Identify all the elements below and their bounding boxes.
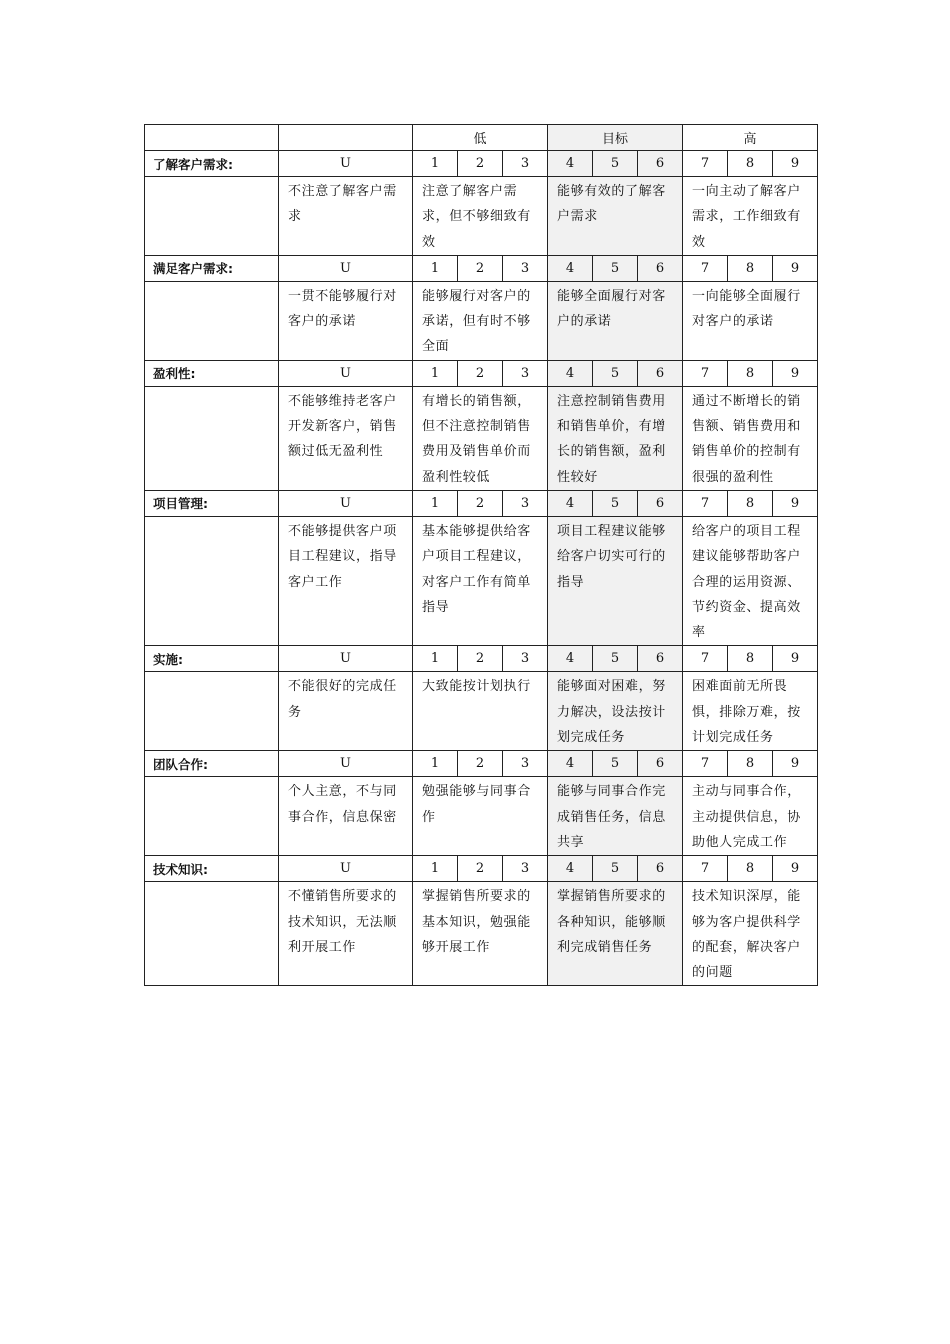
desc-high: 技术知识深厚，能够为客户提供科学的配套，解决客户的问题: [683, 882, 818, 986]
score-u: U: [279, 255, 413, 281]
criterion-blank-cell: [145, 777, 279, 856]
criterion-label: 团队合作:: [145, 751, 279, 777]
score-3: 3: [503, 360, 548, 386]
desc-low: 注意了解客户需求，但不够细致有效: [413, 177, 548, 256]
desc-u: 不能很好的完成任务: [279, 672, 413, 751]
score-5: 5: [593, 856, 638, 882]
criterion-blank-cell: [145, 177, 279, 256]
score-3: 3: [503, 751, 548, 777]
score-7: 7: [683, 490, 728, 516]
desc-high: 困难面前无所畏惧，排除万难，按计划完成任务: [683, 672, 818, 751]
score-6: 6: [638, 490, 683, 516]
score-8: 8: [728, 751, 773, 777]
score-9: 9: [773, 360, 818, 386]
score-8: 8: [728, 646, 773, 672]
score-7: 7: [683, 751, 728, 777]
header-blank-cell: [279, 125, 413, 151]
header-row: [145, 125, 818, 151]
score-8: 8: [728, 151, 773, 177]
evaluation-table: [144, 124, 818, 986]
score-9: 9: [773, 646, 818, 672]
score-5: 5: [593, 151, 638, 177]
description-row: [145, 281, 818, 360]
score-5: 5: [593, 360, 638, 386]
description-row: [145, 516, 818, 645]
desc-low: 勉强能够与同事合作: [413, 777, 548, 856]
score-2: 2: [458, 856, 503, 882]
score-1: 1: [413, 255, 458, 281]
desc-target: 项目工程建议能够给客户切实可行的指导: [548, 516, 683, 645]
desc-low: 掌握销售所要求的基本知识，勉强能够开展工作: [413, 882, 548, 986]
score-1: 1: [413, 856, 458, 882]
score-3: 3: [503, 856, 548, 882]
desc-low: 基本能够提供给客户项目工程建议，对客户工作有简单指导: [413, 516, 548, 645]
description-row: [145, 777, 818, 856]
score-2: 2: [458, 151, 503, 177]
criterion-blank-cell: [145, 882, 279, 986]
score-5: 5: [593, 646, 638, 672]
score-row: [145, 856, 818, 882]
desc-target: 掌握销售所要求的各种知识，能够顺利完成销售任务: [548, 882, 683, 986]
desc-high: 给客户的项目工程建议能够帮助客户合理的运用资源、节约资金、提高效率: [683, 516, 818, 645]
desc-low: 能够履行对客户的承诺，但有时不够全面: [413, 281, 548, 360]
score-u: U: [279, 646, 413, 672]
score-6: 6: [638, 856, 683, 882]
score-2: 2: [458, 255, 503, 281]
score-u: U: [279, 490, 413, 516]
desc-high: 一向主动了解客户需求，工作细致有效: [683, 177, 818, 256]
score-row: [145, 360, 818, 386]
score-3: 3: [503, 490, 548, 516]
score-4: 4: [548, 856, 593, 882]
score-u: U: [279, 856, 413, 882]
criterion-blank-cell: [145, 516, 279, 645]
score-3: 3: [503, 151, 548, 177]
score-u: U: [279, 360, 413, 386]
score-7: 7: [683, 151, 728, 177]
desc-u: 一贯不能够履行对客户的承诺: [279, 281, 413, 360]
score-5: 5: [593, 490, 638, 516]
header-high: 高: [683, 125, 818, 151]
desc-target: 能够面对困难，努力解决，设法按计划完成任务: [548, 672, 683, 751]
header-low: 低: [413, 125, 548, 151]
criterion-blank-cell: [145, 386, 279, 490]
score-6: 6: [638, 751, 683, 777]
score-6: 6: [638, 646, 683, 672]
score-7: 7: [683, 856, 728, 882]
criterion-label: 实施:: [145, 646, 279, 672]
score-7: 7: [683, 646, 728, 672]
score-row: [145, 646, 818, 672]
score-6: 6: [638, 255, 683, 281]
score-2: 2: [458, 360, 503, 386]
description-row: [145, 672, 818, 751]
score-row: [145, 490, 818, 516]
desc-target: 能够有效的了解客户需求: [548, 177, 683, 256]
description-row: [145, 386, 818, 490]
desc-u: 不注意了解客户需求: [279, 177, 413, 256]
desc-u: 不能够维持老客户开发新客户，销售额过低无盈利性: [279, 386, 413, 490]
score-4: 4: [548, 646, 593, 672]
score-1: 1: [413, 151, 458, 177]
desc-target: 注意控制销售费用和销售单价，有增长的销售额，盈利性较好: [548, 386, 683, 490]
criterion-label: 项目管理:: [145, 490, 279, 516]
desc-high: 一向能够全面履行对客户的承诺: [683, 281, 818, 360]
score-6: 6: [638, 151, 683, 177]
score-row: [145, 255, 818, 281]
desc-low: 有增长的销售额，但不注意控制销售费用及销售单价而盈利性较低: [413, 386, 548, 490]
criterion-label: 满足客户需求:: [145, 255, 279, 281]
score-1: 1: [413, 360, 458, 386]
score-9: 9: [773, 255, 818, 281]
header-target: 目标: [548, 125, 683, 151]
score-2: 2: [458, 751, 503, 777]
score-8: 8: [728, 490, 773, 516]
description-row: [145, 177, 818, 256]
score-4: 4: [548, 360, 593, 386]
desc-u: 个人主意，不与同事合作，信息保密: [279, 777, 413, 856]
score-9: 9: [773, 151, 818, 177]
desc-low: 大致能按计划执行: [413, 672, 548, 751]
criterion-blank-cell: [145, 281, 279, 360]
score-3: 3: [503, 255, 548, 281]
score-u: U: [279, 151, 413, 177]
score-1: 1: [413, 490, 458, 516]
header-blank-cell: [145, 125, 279, 151]
score-4: 4: [548, 151, 593, 177]
desc-high: 通过不断增长的销售额、销售费用和销售单价的控制有很强的盈利性: [683, 386, 818, 490]
criterion-blank-cell: [145, 672, 279, 751]
desc-target: 能够与同事合作完成销售任务，信息共享: [548, 777, 683, 856]
score-2: 2: [458, 646, 503, 672]
score-8: 8: [728, 360, 773, 386]
score-6: 6: [638, 360, 683, 386]
score-row: [145, 151, 818, 177]
score-1: 1: [413, 646, 458, 672]
desc-u: 不懂销售所要求的技术知识，无法顺利开展工作: [279, 882, 413, 986]
score-9: 9: [773, 490, 818, 516]
score-7: 7: [683, 360, 728, 386]
criterion-label: 了解客户需求:: [145, 151, 279, 177]
criterion-label: 盈利性:: [145, 360, 279, 386]
score-9: 9: [773, 751, 818, 777]
score-8: 8: [728, 856, 773, 882]
desc-u: 不能够提供客户项目工程建议，指导客户工作: [279, 516, 413, 645]
score-4: 4: [548, 255, 593, 281]
score-5: 5: [593, 255, 638, 281]
score-4: 4: [548, 751, 593, 777]
desc-target: 能够全面履行对客户的承诺: [548, 281, 683, 360]
score-1: 1: [413, 751, 458, 777]
criterion-label: 技术知识:: [145, 856, 279, 882]
score-4: 4: [548, 490, 593, 516]
score-9: 9: [773, 856, 818, 882]
score-5: 5: [593, 751, 638, 777]
desc-high: 主动与同事合作，主动提供信息，协助他人完成工作: [683, 777, 818, 856]
score-u: U: [279, 751, 413, 777]
description-row: [145, 882, 818, 986]
score-3: 3: [503, 646, 548, 672]
score-7: 7: [683, 255, 728, 281]
score-8: 8: [728, 255, 773, 281]
score-row: [145, 751, 818, 777]
score-2: 2: [458, 490, 503, 516]
